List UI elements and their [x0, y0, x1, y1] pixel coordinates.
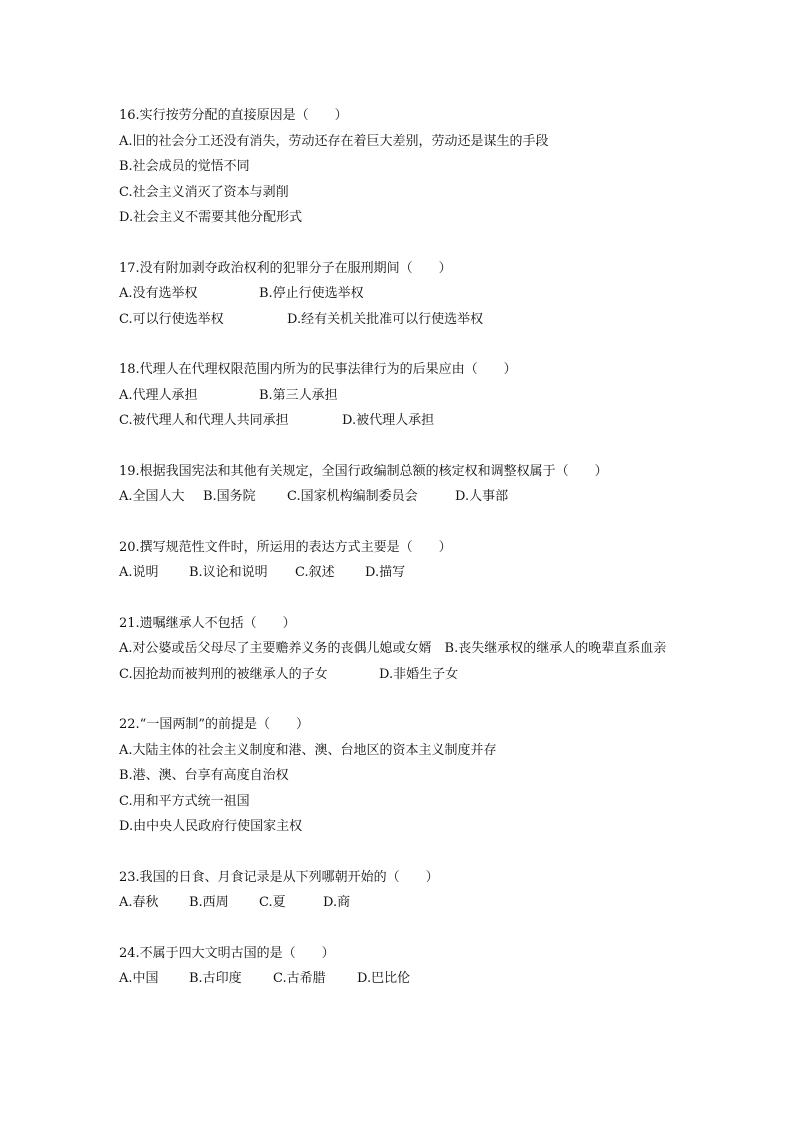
question-16: [119, 103, 699, 231]
option-a: A.对公婆或岳父母尽了主要赡养义务的丧偶儿媳或女婿: [119, 641, 432, 656]
option-b: B.古印度: [189, 971, 242, 986]
question-stem: 18.代理人在代理权限范围内所为的民事法律行为的后果应由（ ）: [119, 362, 517, 377]
option-row: [119, 890, 699, 916]
question-23: [119, 865, 699, 916]
option-a: A.代理人承担: [119, 387, 198, 403]
option-a: A.大陆主体的社会主义制度和港、澳、台地区的资本主义制度并存: [119, 742, 497, 758]
option-row: [119, 307, 699, 333]
option-b: B.西周: [189, 895, 229, 910]
option-a: A.中国: [119, 971, 159, 986]
option-row: [119, 408, 699, 434]
option-d: D.社会主义不需要其他分配形式: [119, 210, 303, 225]
option-c: C.因抢劫而被判刑的被继承人的子女: [119, 666, 328, 682]
option-row: [119, 636, 679, 662]
option-d: D.由中央人民政府行使国家主权: [119, 819, 303, 834]
option-d: D.商: [323, 895, 351, 910]
option-row: [119, 560, 699, 586]
option-row: [119, 484, 699, 510]
option-row: [119, 662, 699, 688]
option-d: D.非婚生子女: [379, 666, 459, 682]
option-b: B.议论和说明: [189, 565, 268, 580]
option-c: C.夏: [259, 895, 286, 910]
question-18: [119, 357, 699, 434]
question-stem: 22.“一国两制”的前提是（ ）: [119, 717, 309, 732]
option-c: C.用和平方式统一祖国: [119, 793, 250, 809]
option-c: C.叙述: [295, 565, 335, 580]
question-21: [119, 611, 699, 688]
question-stem: 19.根据我国宪法和其他有关规定，全国行政编制总额的核定权和调整权属于（ ）: [119, 463, 608, 479]
option-c: C.社会主义消灭了资本与剥削: [119, 184, 289, 200]
question-17: [119, 256, 699, 333]
option-c: C.被代理人和代理人共同承担: [119, 413, 289, 428]
option-b: B.第三人承担: [259, 387, 338, 403]
option-d: D.巴比伦: [357, 971, 411, 986]
question-stem: 23.我国的日食、月食记录是从下列哪朝开始的（ ）: [119, 869, 439, 885]
question-19: [119, 459, 699, 510]
option-a: A.春秋: [119, 895, 159, 910]
option-a: A.旧的社会分工还没有消失，劳动还存在着巨大差别，劳动还是谋生的手段: [119, 133, 549, 149]
question-stem: 24.不属于四大文明古国的是（ ）: [119, 945, 335, 961]
question-stem: 17.没有附加剥夺政治权利的犯罪分子在服刑期间（ ）: [119, 260, 452, 276]
option-row: [119, 281, 699, 307]
option-a: A.说明: [119, 565, 159, 580]
question-stem: 20.撰写规范性文件时，所运用的表达方式主要是（ ）: [119, 539, 452, 555]
option-c: C.可以行使选举权: [119, 311, 224, 327]
option-b: B.丧失继承权的继承人的晚辈直系血亲: [444, 641, 667, 656]
option-b: B.社会成员的觉悟不同: [119, 159, 250, 174]
option-row: [119, 383, 699, 409]
question-22: [119, 712, 699, 840]
document-page: [119, 103, 699, 1017]
question-stem: 21.遗嘱继承人不包括（ ）: [119, 615, 296, 631]
option-d: D.描写: [365, 565, 406, 580]
option-b: B.港、澳、台享有高度自治权: [119, 768, 289, 783]
option-c: C.古希腊: [273, 971, 326, 986]
option-d: D.经有关机关批准可以行使选举权: [287, 311, 484, 327]
question-20: [119, 535, 699, 586]
option-c: C.国家机构编制委员会: [287, 489, 418, 504]
option-row: [119, 966, 699, 992]
option-b: B.停止行使选举权: [259, 286, 364, 301]
option-b: B.国务院: [203, 489, 256, 504]
option-a: A.全国人大: [119, 489, 185, 504]
question-stem: 16.实行按劳分配的直接原因是（ ）: [119, 108, 348, 123]
option-d: D.被代理人承担: [342, 413, 435, 428]
option-d: D.人事部: [455, 489, 509, 504]
question-24: [119, 941, 699, 992]
option-a: A.没有选举权: [119, 286, 198, 301]
